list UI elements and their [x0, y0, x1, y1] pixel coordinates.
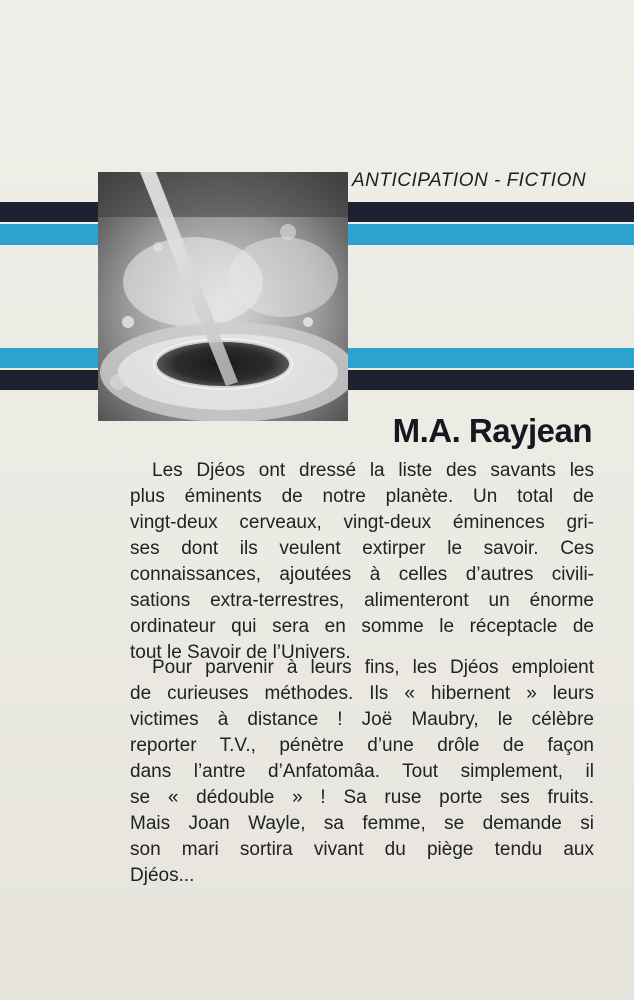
blurb-line: ordinateur qui sera en somme le réceptacle de: [130, 616, 594, 637]
author-name: M.A. Rayjean: [392, 412, 592, 449]
blurb-line: Mais Joan Wayle, sa femme, se demande si: [130, 813, 594, 834]
series-title: ANTICIPATION - FICTION: [352, 170, 587, 191]
blurb-paragraph-2: [130, 655, 594, 889]
blurb-line: Djéos...: [130, 865, 195, 886]
blurb-line: son mari sortira vivant du piège tendu aux: [130, 839, 594, 860]
blurb-line: sations extra-terrestres, alimenteront un énorme: [130, 590, 594, 611]
cover-photo: [98, 172, 348, 421]
blurb-line: vingt-deux cerveaux, vingt-deux éminences gri-: [130, 512, 594, 533]
blurb-line: ses dont ils veulent extirper le savoir. Ces: [130, 538, 594, 559]
blurb-line: connaissances, ajoutées à celles d’autres civili-: [130, 564, 594, 585]
blurb-line: Les Djéos ont dressé la liste des savants les: [152, 460, 594, 481]
blurb-line: dans l’antre d’Anfatomâa. Tout simplement, il: [130, 761, 594, 782]
blurb-line: se « dédouble » ! Sa ruse porte ses fruits.: [130, 787, 594, 808]
blurb-line: plus éminents de notre planète. Un total de: [130, 486, 594, 507]
blurb-line: Pour parvenir à leurs fins, les Djéos emploient: [152, 657, 594, 678]
blurb-line: reporter T.V., pénètre d’une drôle de façon: [130, 735, 594, 756]
blurb-line: de curieuses méthodes. Ils « hibernent » leurs: [130, 683, 594, 704]
blurb-line: tout le Savoir de l’Univers.: [130, 642, 351, 663]
blurb-line: victimes à distance ! Joë Maubry, le célèbre: [130, 709, 594, 730]
blurb-paragraph-1: [130, 458, 594, 666]
splash-photo-image: [98, 172, 348, 421]
